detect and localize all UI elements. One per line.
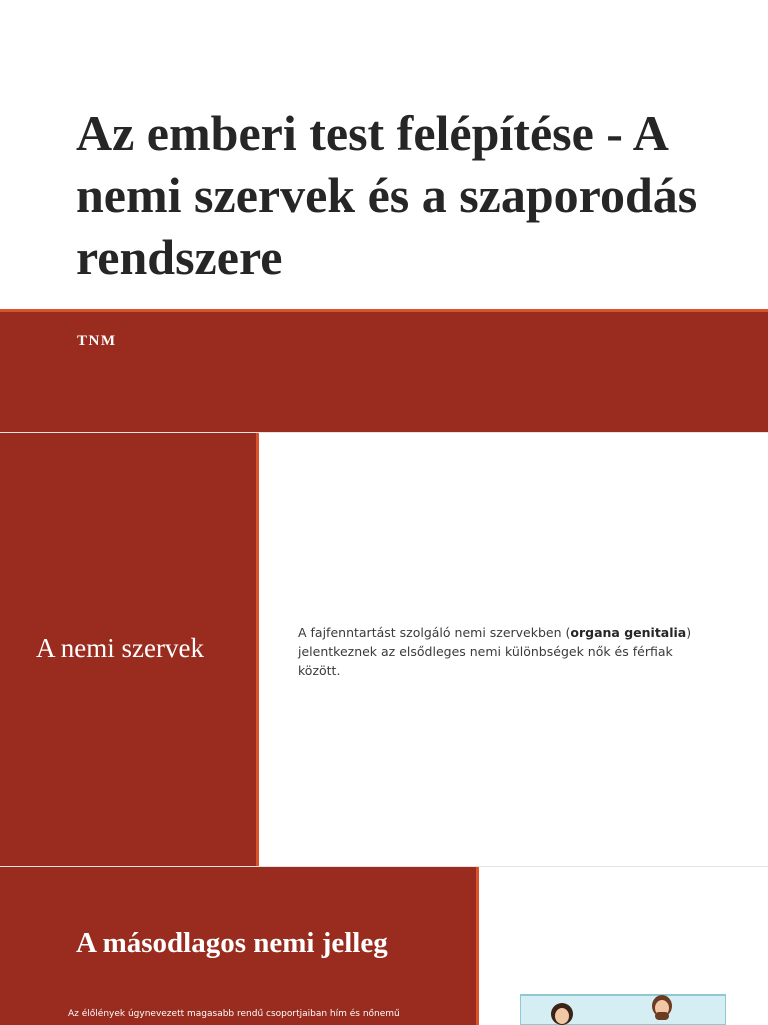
section-body-text: Az élőlények úgynevezett magasabb rendű csoportjaiban hím és nőnemű bbox=[68, 1009, 400, 1019]
title-slide bbox=[0, 0, 768, 432]
section-slide-nemi-szervek bbox=[0, 432, 768, 866]
panel-accent-rule bbox=[256, 433, 259, 866]
panel-accent-rule bbox=[476, 867, 479, 1025]
presentation-subtitle: TNM bbox=[77, 333, 117, 349]
people-illustration bbox=[520, 992, 726, 1025]
body-text-pre: A fajfenntartást szolgáló nemi szervekben ( bbox=[298, 625, 571, 640]
body-text-post: ) jelentkeznek az elsődleges nemi különbségek nők és férfiak között. bbox=[298, 625, 692, 678]
section-slide-masodlagos bbox=[0, 866, 768, 1025]
body-text-bold: organa genitalia bbox=[570, 625, 687, 640]
section-body-text bbox=[298, 623, 718, 680]
section-heading: A másodlagos nemi jelleg bbox=[76, 927, 388, 959]
woman-figure-icon bbox=[551, 1003, 573, 1025]
presentation-title: Az emberi test felépítése - A nemi szervek és a szaporodás rendszere bbox=[76, 105, 698, 285]
section-heading: A nemi szervek bbox=[36, 633, 204, 663]
title-band bbox=[0, 312, 768, 432]
